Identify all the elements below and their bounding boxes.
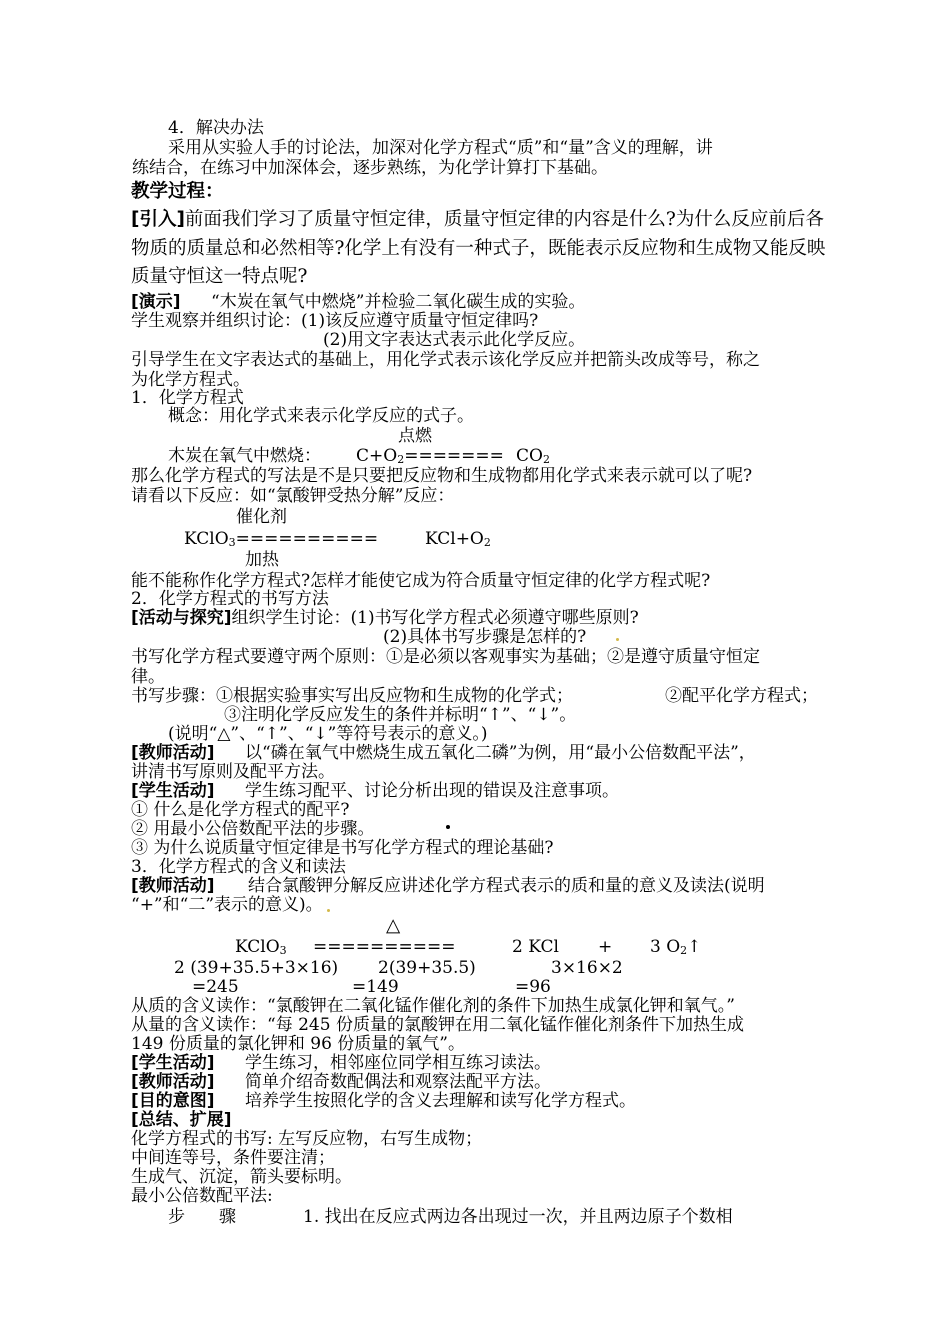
section-heading: 4．解决办法 xyxy=(168,118,264,138)
condition-catalyst: 催化剂 xyxy=(236,507,287,527)
activity-line: [活动与探究]组织学生讨论：(1)书写化学方程式必须遵守哪些原则? xyxy=(131,608,639,628)
guide-line: 引导学生在文字表达式的基础上，用化学式表示该化学反应并把箭头改成等号，称之 xyxy=(131,350,760,370)
demo-tag: [演示] xyxy=(131,292,181,312)
teacher-tag: [教师活动] xyxy=(131,743,215,763)
summary-line: 最小公倍数配平法: xyxy=(131,1186,273,1206)
kclo3-formula: KClO$_3$ xyxy=(235,937,287,957)
mass-result: =149 xyxy=(352,977,399,997)
principles-line: 书写化学方程式要遵守两个原则：①是必须以客观事实为基础；②是遵守质量守恒定 xyxy=(131,647,760,667)
part3-heading: 3．化学方程式的含义和读法 xyxy=(131,857,346,877)
steps-line: ③注明化学反应发生的条件并标明“↑”、“↓”。 xyxy=(224,705,577,725)
mass-result: =245 xyxy=(192,977,239,997)
kcl-formula: 2 KCl xyxy=(512,937,559,957)
demo-text: “木炭在氧气中燃烧”并检验二氧化碳生成的实验。 xyxy=(211,292,586,312)
heat-triangle: △ xyxy=(386,915,401,936)
student-text: 学生练习配平、讨论分析出现的错误及注意事项。 xyxy=(245,781,619,801)
teacher-text: 讲清书写原则及配平方法。 xyxy=(131,762,335,782)
reading-line: 149 份质量的氯化钾和 96 份质量的氧气”。 xyxy=(131,1034,465,1054)
question-line: 请看以下反应：如“氯酸钾受热分解”反应： xyxy=(131,486,455,506)
intro-line: 质量守恒这一特点呢? xyxy=(131,266,308,287)
kclo3-products: $KCl+O_2$ xyxy=(425,529,491,549)
intro-tag: [引入] xyxy=(131,209,185,230)
discuss-line: 学生观察并组织讨论：(1)该反应遵守质量守恒定律吗? xyxy=(131,311,539,331)
steps-label: 步 骤 xyxy=(168,1207,236,1227)
teacher-tag: [教师活动] xyxy=(131,1072,215,1092)
steps-note: (说明“△”、“↑”、“↓”等符号表示的意义。) xyxy=(168,724,488,744)
mass-calc: 2(39+35.5) xyxy=(378,958,476,978)
student-tag: [学生活动] xyxy=(131,781,215,801)
mass-result: =96 xyxy=(515,977,551,997)
question-line: 那么化学方程式的写法是不是只要把反应物和生成物都用化学式来表示就可以了呢? xyxy=(131,466,753,486)
summary-line: 中间连等号，条件要注清； xyxy=(131,1148,335,1168)
plus-sign: + xyxy=(598,937,613,957)
part2-heading: 2．化学方程式的书写方法 xyxy=(131,589,329,609)
scan-speck xyxy=(446,825,450,829)
reading-line: 从量的含义读作：“每 245 份质量的氯酸钾在用二氧化锰作催化剂条件下加热生成 xyxy=(131,1015,744,1035)
step-item: 1. 找出在反应式两边各出现过一次，并且两边原子个数相 xyxy=(303,1207,733,1227)
summary-line: 生成气、沉淀，箭头要标明。 xyxy=(131,1167,352,1187)
guide-line: 为化学方程式。 xyxy=(131,370,250,390)
steps-line: ②配平化学方程式； xyxy=(665,686,818,706)
part1-heading: 1．化学方程式 xyxy=(131,388,244,408)
condition-heat: 加热 xyxy=(245,550,279,570)
charcoal-label: 木炭在氧气中燃烧： xyxy=(168,446,321,466)
kclo3-equation: KClO$_3$========== xyxy=(184,529,379,549)
o2-formula: 3 $O_2↑$ xyxy=(650,937,702,957)
question-line: 能不能称作化学方程式?怎样才能使它成为符合质量守恒定律的化学方程式呢? xyxy=(131,571,711,591)
question-item: ③ 为什么说质量守恒定律是书写化学方程式的理论基础? xyxy=(131,838,554,858)
teacher-text: 简单介绍奇数配偶法和观察法配平方法。 xyxy=(245,1072,551,1092)
student-text: 学生练习，相邻座位同学相互练习读法。 xyxy=(245,1053,551,1073)
student-tag: [学生活动] xyxy=(131,1053,215,1073)
principles-line: 律。 xyxy=(131,667,165,687)
scan-speck xyxy=(327,909,330,912)
condition-ignite: 点燃 xyxy=(398,426,432,446)
summary-line: 化学方程式的书写: 左写反应物，右写生成物； xyxy=(131,1129,483,1149)
concept-line: 概念：用化学式来表示化学反应的式子。 xyxy=(168,406,474,426)
activity-line: (2)具体书写步骤是怎样的? xyxy=(383,627,587,647)
reading-line: 从质的含义读作：“氯酸钾在二氧化锰作催化剂的条件下加热生成氯化钾和氧气。” xyxy=(131,996,735,1016)
charcoal-equation: $C+O_2=======$ xyxy=(356,446,504,466)
question-item: ① 什么是化学方程式的配平? xyxy=(131,800,350,820)
question-item: ② 用最小公倍数配平法的步骤。 xyxy=(131,819,375,839)
teacher-tag: [教师活动] xyxy=(131,876,215,896)
teacher-text: 以“磷在氧气中燃烧生成五氧化二磷”为例，用“最小公倍数配平法”， xyxy=(245,743,756,763)
intro-line: [引入]前面我们学习了质量守恒定律，质量守恒定律的内容是什么?为什么反应前后各 xyxy=(131,209,824,230)
purpose-text: 培养学生按照化学的含义去理解和读写化学方程式。 xyxy=(245,1091,636,1111)
summary-tag: [总结、扩展] xyxy=(131,1110,232,1130)
teacher-text: 结合氯酸钾分解反应讲述化学方程式表示的质和量的意义及读法(说明 xyxy=(248,876,765,896)
activity-tag: [活动与探究] xyxy=(131,608,232,628)
paragraph-line: 采用从实验人手的讨论法，加深对化学方程式“质”和“量”含义的理解，讲 xyxy=(168,138,713,158)
paragraph-line: 练结合，在练习中加深体会，逐步熟练，为化学计算打下基础。 xyxy=(132,158,608,178)
steps-line: 书写步骤：①根据实验事实写出反应物和生成物的化学式； xyxy=(131,686,573,706)
scan-speck xyxy=(616,638,619,641)
teacher-text: “+”和“二”表示的意义)。 xyxy=(131,895,323,915)
purpose-tag: [目的意图] xyxy=(131,1091,215,1111)
process-heading: 教学过程： xyxy=(131,181,224,202)
mass-calc: 2 (39+35.5+3×16) xyxy=(174,958,339,978)
equals-sign: ========== xyxy=(313,937,456,957)
discuss-line: (2)用文字表达式表示此化学反应。 xyxy=(323,330,586,350)
charcoal-product: $CO_2$ xyxy=(516,446,550,466)
intro-line: 物质的质量总和必然相等?化学上有没有一种式子，既能表示反应物和生成物又能反映 xyxy=(131,238,826,259)
mass-calc: 3×16×2 xyxy=(551,958,623,978)
